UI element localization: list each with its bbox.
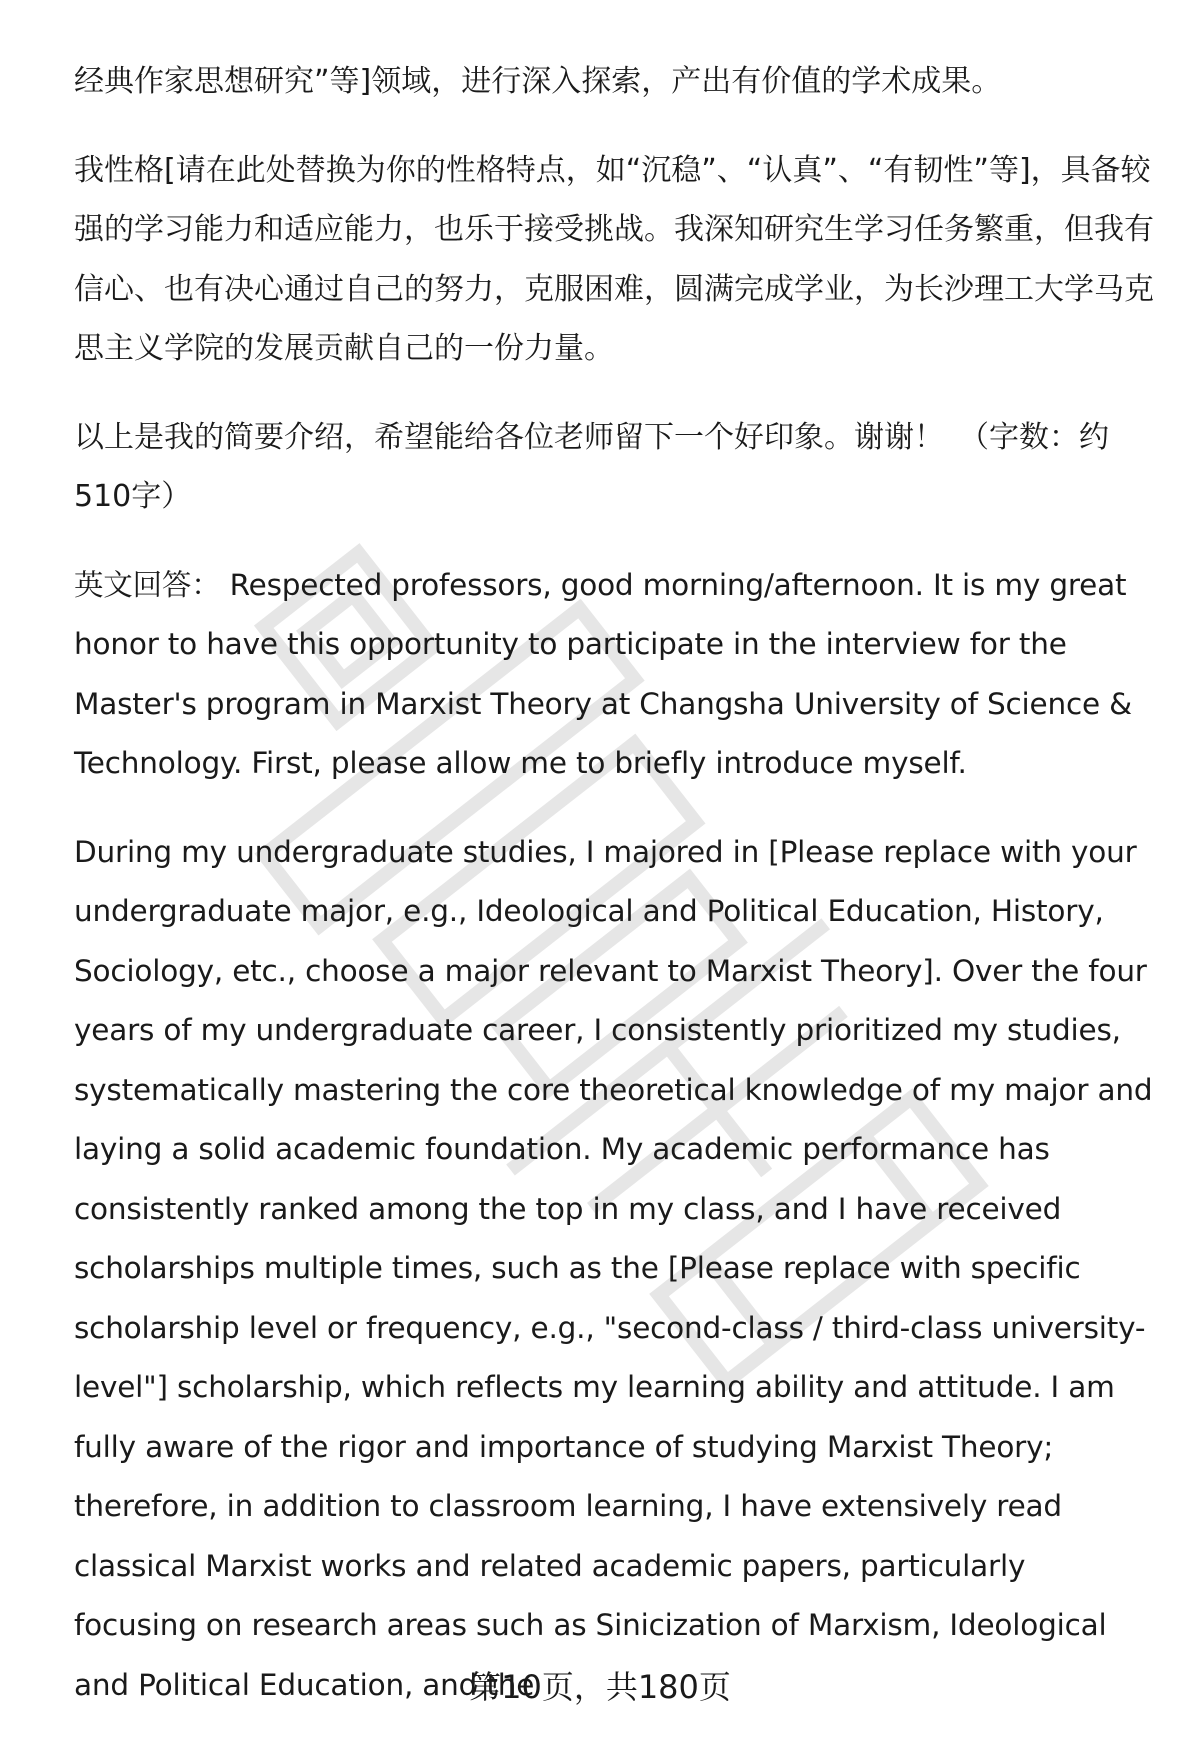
page-number-footer: 第10页，共180页 [469, 1668, 731, 1706]
paragraph-research-areas: 经典作家思想研究”等]领域，进行深入探索，产出有价值的学术成果。 [74, 64, 1002, 99]
paragraph-personality: 我性格[请在此处替换为你的性格特点，如“沉稳”、“认真”、“有韧性”等]，具备较强的学习能力和适应能力，也乐于接受挑战。我深知研究生学习任务繁重，但我有信心、也有决心通过自己的努力，克服困难，圆满完成学业，为长沙理工大学马克思主义学院的发展贡献自己的一份力量。 [74, 152, 1154, 366]
paragraph-english-undergraduate: During my undergraduate studies, I majored in [Please replace with your undergraduate major, e.g., Ideological and Political Education, History, Sociology, etc., choose a major relevant to Marxist Theory]. Over the four years of my undergraduate career, I consistently prioritized my studies, systematically mastering the core theoretical knowledge of my major and laying a solid academic foundation. My academic performance has consistently ranked among the top in my class, and I have received scholarships multiple times, such as the [Please replace with specific scholarship level or frequency, e.g., "second-class / third-class university-level"] scholarship, which reflects my learning ability and attitude. I am fully aware of the rigor and importance of studying Marxist Theory; therefore, in addition to classroom learning, I have extensively read classical Marxist works and related academic papers, particularly focusing on research areas such as Sinicization of Marxism, Ideological and Political Education, and the [74, 834, 1153, 1702]
document-body [74, 52, 1154, 1744]
paragraph-english-intro: 英文回答： Respected professors, good morning/afternoon. It is my great honor to have this opportunity to participate in the interview for the Master's program in Marxist Theory at Changsha University of Science & Technology. First, please allow me to briefly introduce myself. [74, 567, 1132, 780]
paragraph-closing: 以上是我的简要介绍，希望能给各位老师留下一个好印象。谢谢！ （字数：约510字） [74, 419, 1109, 514]
